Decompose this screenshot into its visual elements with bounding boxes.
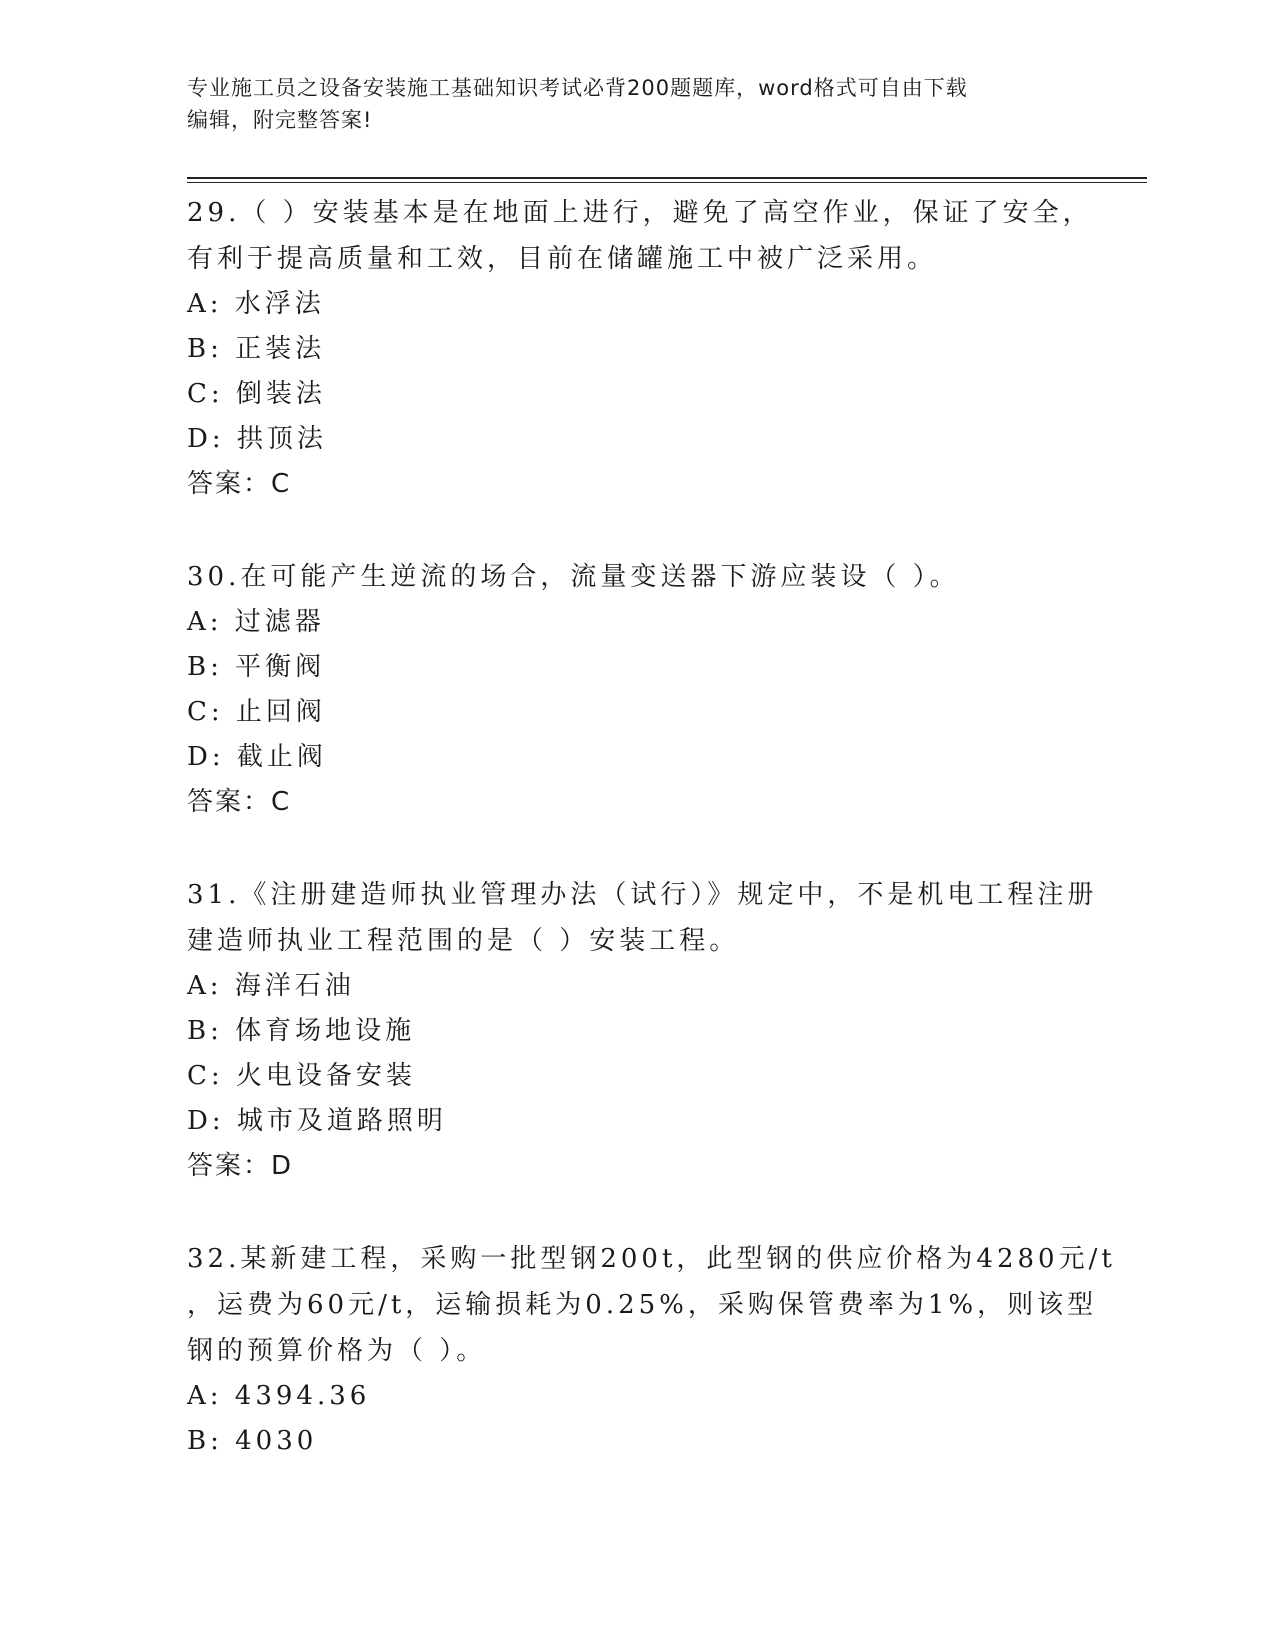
option-a: A: 海洋石油	[187, 971, 355, 1001]
question-gap	[187, 1189, 1087, 1236]
option-b: B: 平衡阀	[187, 652, 326, 682]
header-line-1: 专业施工员之设备安装施工基础知识考试必背200题题库，word格式可自由下载	[187, 76, 968, 100]
question-32	[187, 1236, 1116, 1464]
option-b: B: 正装法	[187, 334, 326, 364]
option-d: D: 截止阀	[187, 742, 327, 772]
question-text-line: ，运费为60元/t，运输损耗为0.25%，采购保管费率为1%，则该型	[187, 1290, 1098, 1320]
question-text-line: 32.某新建工程，采购一批型钢200t，此型钢的供应价格为4280元/t	[187, 1244, 1116, 1274]
question-text-line: 31.《注册建造师执业管理办法（试行）》规定中，不是机电工程注册	[187, 880, 1098, 910]
answer-text: 答案：D	[187, 1151, 294, 1181]
question-text-line: 建造师执业工程范围的是（ ）安装工程。	[187, 926, 740, 956]
question-29	[187, 190, 1093, 507]
option-d: D: 拱顶法	[187, 424, 327, 454]
question-text-line: 有利于提高质量和工效，目前在储罐施工中被广泛采用。	[187, 244, 938, 274]
question-30	[187, 554, 1087, 825]
answer-text: 答案：C	[187, 787, 292, 817]
header-line-2: 编辑，附完整答案!	[187, 108, 373, 132]
header-divider-thin	[187, 182, 1147, 183]
header-divider-thick	[187, 177, 1147, 179]
option-c: C: 止回阀	[187, 697, 326, 727]
option-b: B: 4030	[187, 1426, 318, 1456]
option-a: A: 4394.36	[187, 1381, 371, 1411]
answer-text: 答案：C	[187, 469, 292, 499]
question-gap	[187, 825, 1087, 872]
question-text-line: 钢的预算价格为（ ）。	[187, 1336, 487, 1366]
option-d: D: 城市及道路照明	[187, 1106, 447, 1136]
question-31	[187, 872, 1098, 1189]
question-list	[187, 190, 1116, 1464]
option-c: C: 火电设备安装	[187, 1061, 416, 1091]
question-text-line: 29.（ ）安装基本是在地面上进行，避免了高空作业，保证了安全，	[187, 198, 1093, 228]
option-a: A: 过滤器	[187, 607, 325, 637]
document-header	[187, 72, 1087, 136]
option-c: C: 倒装法	[187, 379, 326, 409]
question-gap	[187, 507, 1087, 554]
option-a: A: 水浮法	[187, 289, 325, 319]
option-b: B: 体育场地设施	[187, 1016, 416, 1046]
question-text-line: 30.在可能产生逆流的场合，流量变送器下游应装设（ ）。	[187, 562, 960, 592]
